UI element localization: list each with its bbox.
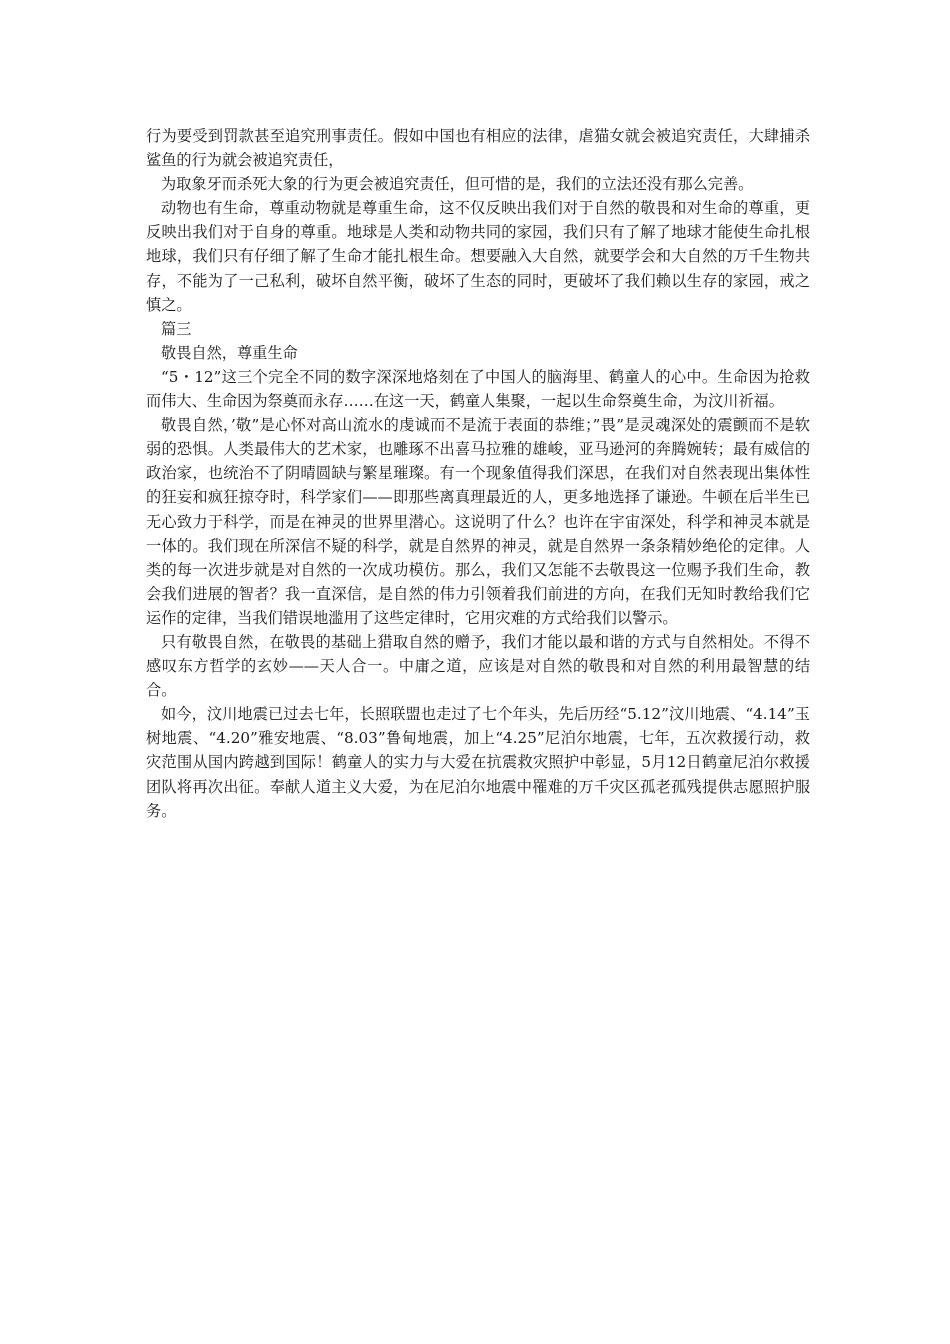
paragraph-1: 行为要受到罚款甚至追究刑事责任。假如中国也有相应的法律，虐猫女就会被追究责任，大肆捕杀鲨鱼的行为就会被追究责任， bbox=[146, 127, 810, 170]
section-heading: 篇三 bbox=[161, 319, 192, 338]
paragraph-6: “5・12”这三个完全不同的数字深深地烙刻在了中国人的脑海里、鹤童人的心中。生命因为抢救而伟大、生命因为祭奠而永存……在这一天，鹤童人集聚，一起以生命祭奠生命，为汶川祈福。 bbox=[146, 367, 810, 411]
paragraph-2: 为取象牙而杀死大象的行为更会被追究责任，但可惜的是，我们的立法还没有那么完善。 bbox=[161, 175, 754, 194]
paragraph-3: 动物也有生命，尊重动物就是尊重生命，这不仅反映出我们对于自然的敬畏和对生命的尊重，更反映出我们对于自身的尊重。地球是人类和动物共同的家园，我们只有了解了地球才能使生命扎根地球，我们只有仔细了解了生命才能扎根生命。想要融入大自然，就要学会和大自然的万千生物共存，不能为了一己私利，破坏自然平衡，破坏了生态的同时，更破坏了我们赖以生存的家园，戒之慎之。 bbox=[146, 199, 810, 314]
paragraph-9: 如今，汶川地震已过去七年，长照联盟也走过了七个年头，先后历经“5.12”汶川地震、“4.14”玉树地震、“4.20”雅安地震、“8.03”鲁甸地震，加上“4.25”尼泊尔地震，七年，五次救援行动，救灾范围从国内跨越到国际！鹤童人的实力与大爱在抗震救灾照护中彰显，5月12日鹤童尼泊尔救援团队将再次出征。奉献人道主义大爱，为在尼泊尔地震中罹难的万千灾区孤老孤残提供志愿照护服务。 bbox=[146, 705, 810, 820]
paragraph-8: 只有敬畏自然，在敬畏的基础上猎取自然的赠予，我们才能以最和谐的方式与自然相处。不得不感叹东方哲学的玄妙——天人合一。中庸之道，应该是对自然的敬畏和对自然的利用最智慧的结合。 bbox=[146, 632, 810, 700]
paragraph-7: 敬畏自然，’敬”是心怀对高山流水的虔诚而不是流于表面的恭维；”畏”是灵魂深处的震颤而不是软弱的恐惧。人类最伟大的艺术家，也雕琢不出喜马拉雅的雄峻，亚马逊河的奔腾婉转；最有威信的政治家，也统治不了阴晴圆缺与繁星璀璨。有一个现象值得我们深思，在我们对自然表现出集体性的狂妄和疯狂掠夺时，科学家们——即那些离真理最近的人，更多地选择了谦逊。牛顿在后半生已无心致力于科学，而是在神灵的世界里潜心。这说明了什么？也许在宇宙深处，科学和神灵本就是一体的。我们现在所深信不疑的科学，就是自然界的神灵，就是自然界一条条精妙绝伦的定律。人类的每一次进步就是对自然的一次成功模仿。那么，我们又怎能不去敬畏这一位赐予我们生命，教会我们进展的智者？我一直深信，是自然的伟力引领着我们前进的方向，在我们无知时教给我们它运作的定律，当我们错误地滥用了这些定律时，它用灾难的方式给我们以警示。 bbox=[146, 416, 810, 627]
document-body bbox=[146, 124, 810, 823]
section-title: 敬畏自然，尊重生命 bbox=[161, 343, 298, 362]
